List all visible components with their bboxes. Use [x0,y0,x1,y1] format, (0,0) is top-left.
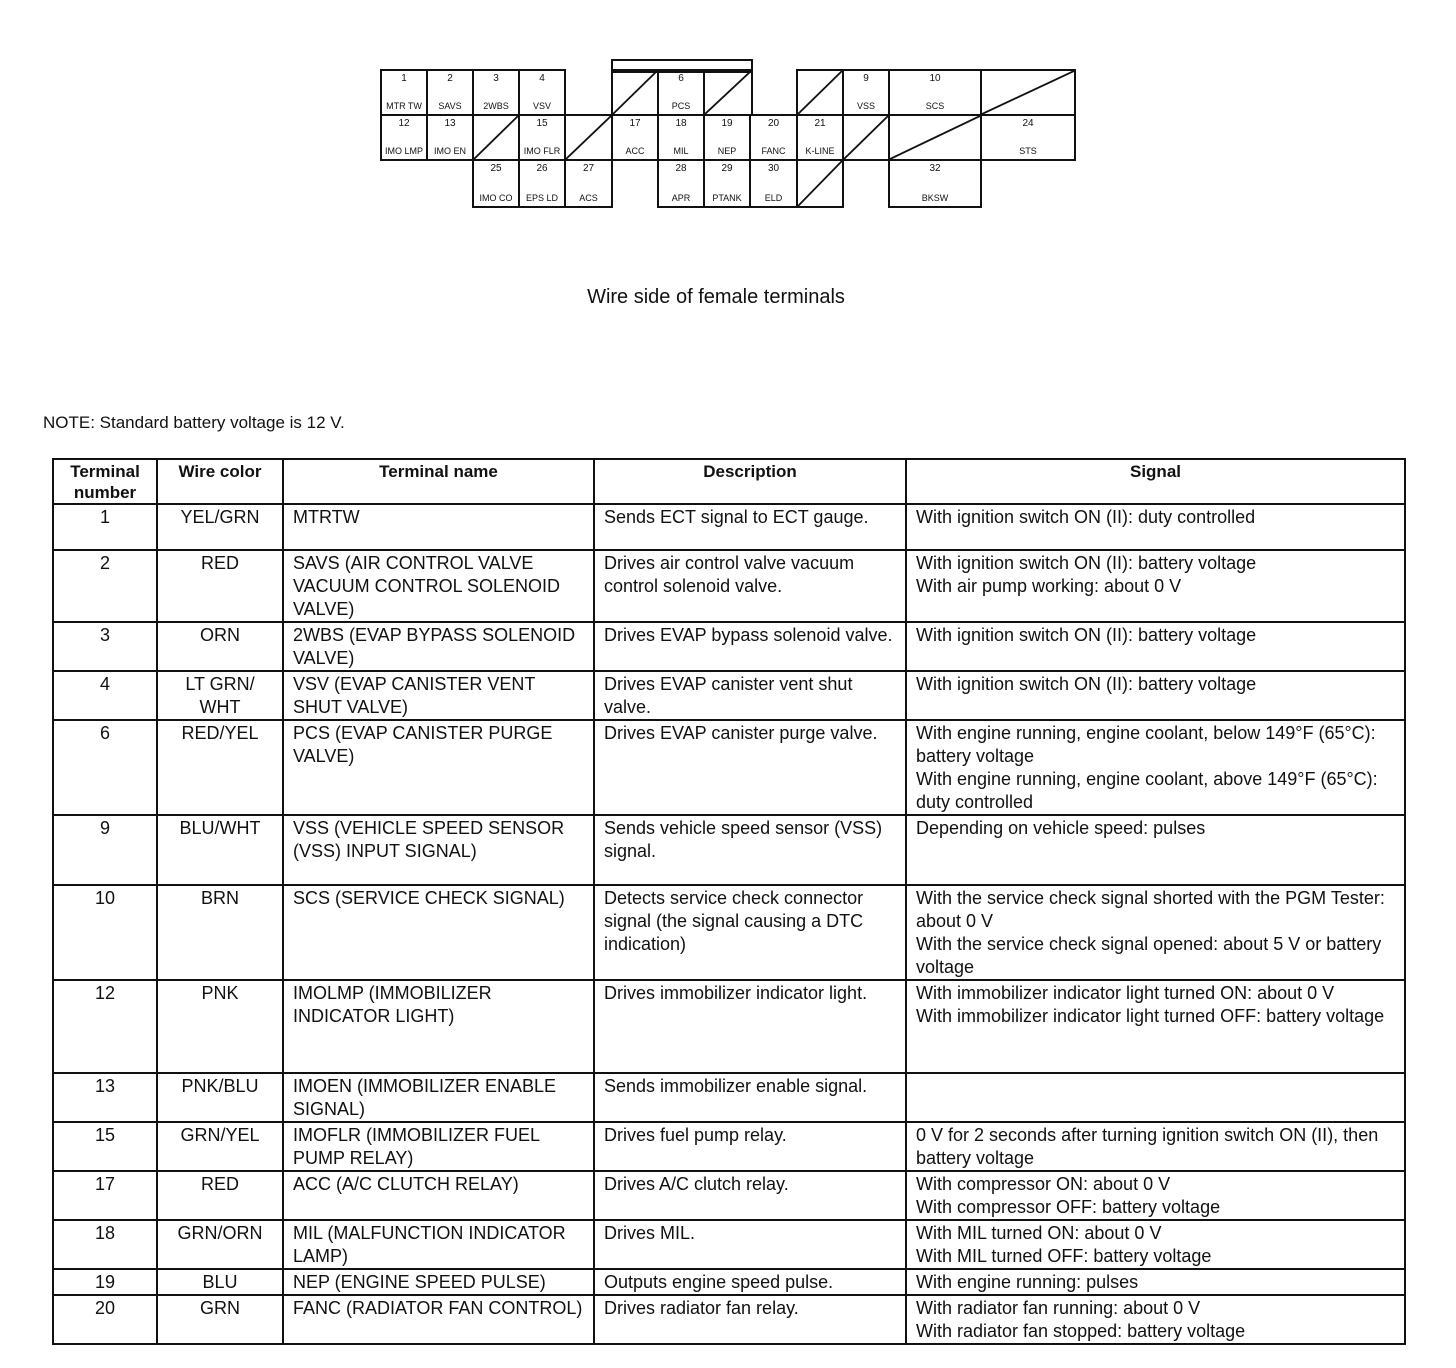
terminal-number: 10 [929,73,941,84]
terminal-number: 25 [490,163,502,174]
cell-description: Sends ECT signal to ECT gauge. [594,504,906,550]
cell-name: IMOFLR (IMMOBILIZER FUEL PUMP RELAY) [283,1122,594,1171]
terminal-label: 2WBS [483,101,509,111]
cell-description: Drives EVAP bypass solenoid valve. [594,622,906,671]
table-row [53,1295,1405,1344]
terminal-number: 19 [721,118,733,129]
table-row [53,504,1405,550]
terminal-number: 18 [675,118,687,129]
terminal-cell-9 [842,69,890,116]
cell-description: Drives radiator fan relay. [594,1295,906,1344]
cell-name: SAVS (AIR CONTROL VALVE VACUUM CONTROL SOLENOID VALVE) [283,550,594,622]
cell-signal: With the service check signal shorted with the PGM Tester: about 0 V With the service check signal opened: about 5 V or battery voltage [906,885,1405,980]
empty-cavity [888,114,982,161]
cell-description: Drives air control valve vacuum control solenoid valve. [594,550,906,622]
terminal-cell-1 [380,69,428,116]
cell-terminal: 4 [53,671,157,720]
empty-cavity [564,114,613,161]
cell-signal: With engine running: pulses [906,1269,1405,1295]
cell-terminal: 6 [53,720,157,815]
table-row [53,1171,1405,1220]
cell-signal [906,1073,1405,1122]
table-row [53,980,1405,1073]
cell-terminal: 15 [53,1122,157,1171]
table-row [53,1220,1405,1269]
cell-name: FANC (RADIATOR FAN CONTROL) [283,1295,594,1344]
terminal-cell-30 [749,159,798,208]
terminal-label: FANC [761,146,786,156]
cell-wire: ORN [157,622,283,671]
terminal-number: 20 [767,118,780,129]
terminal-number: 3 [493,73,499,84]
cell-name: SCS (SERVICE CHECK SIGNAL) [283,885,594,980]
diagram-caption: Wire side of female terminals [587,286,845,308]
cell-terminal: 20 [53,1295,157,1344]
empty-cavity [611,69,659,116]
table-row [53,720,1405,815]
cell-wire: LT GRN/ WHT [157,671,283,720]
cell-terminal: 1 [53,504,157,550]
terminal-cell-29 [703,159,751,208]
cell-description: Drives EVAP canister purge valve. [594,720,906,815]
cell-name: MTRTW [283,504,594,550]
cell-wire: BLU/WHT [157,815,283,885]
header-terminal-number: Terminal number [53,459,157,504]
terminal-number: 6 [678,73,684,84]
cell-terminal: 13 [53,1073,157,1122]
header-description: Description [594,459,906,504]
terminal-number: 4 [539,73,545,84]
terminal-table [52,458,1406,1345]
terminal-label: MIL [673,146,689,156]
table-row [53,1269,1405,1295]
cell-name: IMOEN (IMMOBILIZER ENABLE SIGNAL) [283,1073,594,1122]
header-wire-color: Wire color [157,459,283,504]
terminal-label: NEP [717,146,737,156]
terminal-number: 24 [1022,118,1034,129]
terminal-cell-24 [980,114,1076,161]
cell-name: IMOLMP (IMMOBILIZER INDICATOR LIGHT) [283,980,594,1073]
terminal-cell-10 [888,69,982,116]
terminal-cell-13 [426,114,474,161]
terminal-number: 26 [536,163,548,174]
cell-description: Detects service check connector signal (the signal causing a DTC indication) [594,885,906,980]
terminal-label: SCS [925,101,945,111]
cell-description: Sends immobilizer enable signal. [594,1073,906,1122]
empty-cavity [472,114,520,161]
terminal-cell-28 [657,159,705,208]
table-row [53,550,1405,622]
empty-cavity [796,159,844,208]
terminal-cell-19 [703,114,751,161]
cell-signal: With compressor ON: about 0 V With compressor OFF: battery voltage [906,1171,1405,1220]
cell-wire: BLU [157,1269,283,1295]
terminal-number: 21 [814,118,826,129]
terminal-cell-3 [472,69,520,116]
terminal-label: EPS LD [525,193,558,203]
terminal-cell-12 [380,114,428,161]
cell-description: Drives MIL. [594,1220,906,1269]
terminal-label: K-LINE [805,146,835,156]
table-row [53,885,1405,980]
table-row [53,815,1405,885]
terminal-number: 30 [767,163,780,174]
terminal-label: IMO FLR [523,146,561,156]
cell-terminal: 3 [53,622,157,671]
terminal-label: IMO CO [479,193,513,203]
terminal-label: BKSW [921,193,949,203]
cell-terminal: 2 [53,550,157,622]
cell-description: Sends vehicle speed sensor (VSS) signal. [594,815,906,885]
terminal-label: PTANK [712,193,742,203]
cell-terminal: 10 [53,885,157,980]
cell-signal: Depending on vehicle speed: pulses [906,815,1405,885]
cell-signal: With ignition switch ON (II): battery voltage [906,671,1405,720]
terminal-cell-26 [518,159,566,208]
terminal-label: STS [1019,146,1037,156]
terminal-number: 17 [629,118,641,129]
cell-name: VSV (EVAP CANISTER VENT SHUT VALVE) [283,671,594,720]
cell-terminal: 18 [53,1220,157,1269]
terminal-cell-27 [564,159,613,208]
terminal-label: ACS [579,193,598,203]
cell-terminal: 17 [53,1171,157,1220]
cell-name: MIL (MALFUNCTION INDICATOR LAMP) [283,1220,594,1269]
cell-signal: 0 V for 2 seconds after turning ignition switch ON (II), then battery voltage [906,1122,1405,1171]
terminal-number: 32 [929,163,941,174]
terminal-label: PCS [671,101,691,111]
empty-cavity [703,69,753,116]
terminal-cell-25 [472,159,520,208]
terminal-cell-4 [518,69,566,116]
cell-wire: YEL/GRN [157,504,283,550]
cell-terminal: 19 [53,1269,157,1295]
cell-wire: GRN [157,1295,283,1344]
terminal-cell-15 [518,114,566,161]
cell-name: 2WBS (EVAP BYPASS SOLENOID VALVE) [283,622,594,671]
table-row [53,1073,1405,1122]
terminal-cell-2 [426,69,474,116]
cell-signal: With ignition switch ON (II): battery voltage [906,622,1405,671]
terminal-label: SAVS [438,101,462,111]
cell-name: PCS (EVAP CANISTER PURGE VALVE) [283,720,594,815]
cell-description: Outputs engine speed pulse. [594,1269,906,1295]
cell-wire: RED [157,550,283,622]
cell-signal: With ignition switch ON (II): duty controlled [906,504,1405,550]
terminal-cell-21 [796,114,844,161]
connector-diagram [0,0,1456,240]
cell-wire: BRN [157,885,283,980]
table-header-row [53,459,1405,504]
cell-description: Drives immobilizer indicator light. [594,980,906,1073]
cell-description: Drives A/C clutch relay. [594,1171,906,1220]
terminal-label: IMO LMP [384,146,423,156]
terminal-cell-6 [657,69,705,116]
terminal-cell-20 [749,114,798,161]
cell-signal: With ignition switch ON (II): battery voltage With air pump working: about 0 V [906,550,1405,622]
terminal-number: 28 [675,163,687,174]
cell-wire: GRN/YEL [157,1122,283,1171]
table-row [53,1122,1405,1171]
cell-wire: GRN/ORN [157,1220,283,1269]
empty-cavity [796,69,844,116]
terminal-number: 15 [536,118,548,129]
cell-wire: PNK [157,980,283,1073]
cell-description: Drives fuel pump relay. [594,1122,906,1171]
empty-cavity [980,69,1076,116]
cell-description: Drives EVAP canister vent shut valve. [594,671,906,720]
terminal-number: 27 [582,163,595,174]
table-row [53,622,1405,671]
terminal-number: 29 [721,163,733,174]
cell-signal: With MIL turned ON: about 0 V With MIL turned OFF: battery voltage [906,1220,1405,1269]
terminal-label: VSV [532,101,551,111]
empty-cavity [842,114,890,161]
cell-wire: RED/YEL [157,720,283,815]
cell-wire: PNK/BLU [157,1073,283,1122]
cell-name: NEP (ENGINE SPEED PULSE) [283,1269,594,1295]
terminal-cell-32 [888,159,982,208]
terminal-cell-18 [657,114,705,161]
terminal-number: 1 [401,73,407,84]
cell-signal: With radiator fan running: about 0 V With radiator fan stopped: battery voltage [906,1295,1405,1344]
terminal-label: APR [671,193,691,203]
terminal-number: 2 [447,73,453,84]
header-terminal-name: Terminal name [283,459,594,504]
cell-signal: With immobilizer indicator light turned ON: about 0 V With immobilizer indicator light turned OFF: battery voltage [906,980,1405,1073]
header-signal: Signal [906,459,1405,504]
terminal-number: 13 [444,118,456,129]
terminal-label: ELD [764,193,783,203]
cell-terminal: 9 [53,815,157,885]
terminal-cell-17 [611,114,659,161]
terminal-number: 9 [863,73,869,84]
terminal-label: MTR TW [386,101,422,111]
cell-wire: RED [157,1171,283,1220]
cell-name: VSS (VEHICLE SPEED SENSOR (VSS) INPUT SIGNAL) [283,815,594,885]
table-row [53,671,1405,720]
terminal-label: IMO EN [433,146,466,156]
terminal-label: ACC [625,146,645,156]
terminal-label: VSS [856,101,875,111]
cell-signal: With engine running, engine coolant, below 149°F (65°C): battery voltage With engine running, engine coolant, above 149°F (65°C): duty controlled [906,720,1405,815]
terminal-number: 12 [398,118,410,129]
cell-name: ACC (A/C CLUTCH RELAY) [283,1171,594,1220]
battery-voltage-note: NOTE: Standard battery voltage is 12 V. [43,413,345,432]
cell-terminal: 12 [53,980,157,1073]
